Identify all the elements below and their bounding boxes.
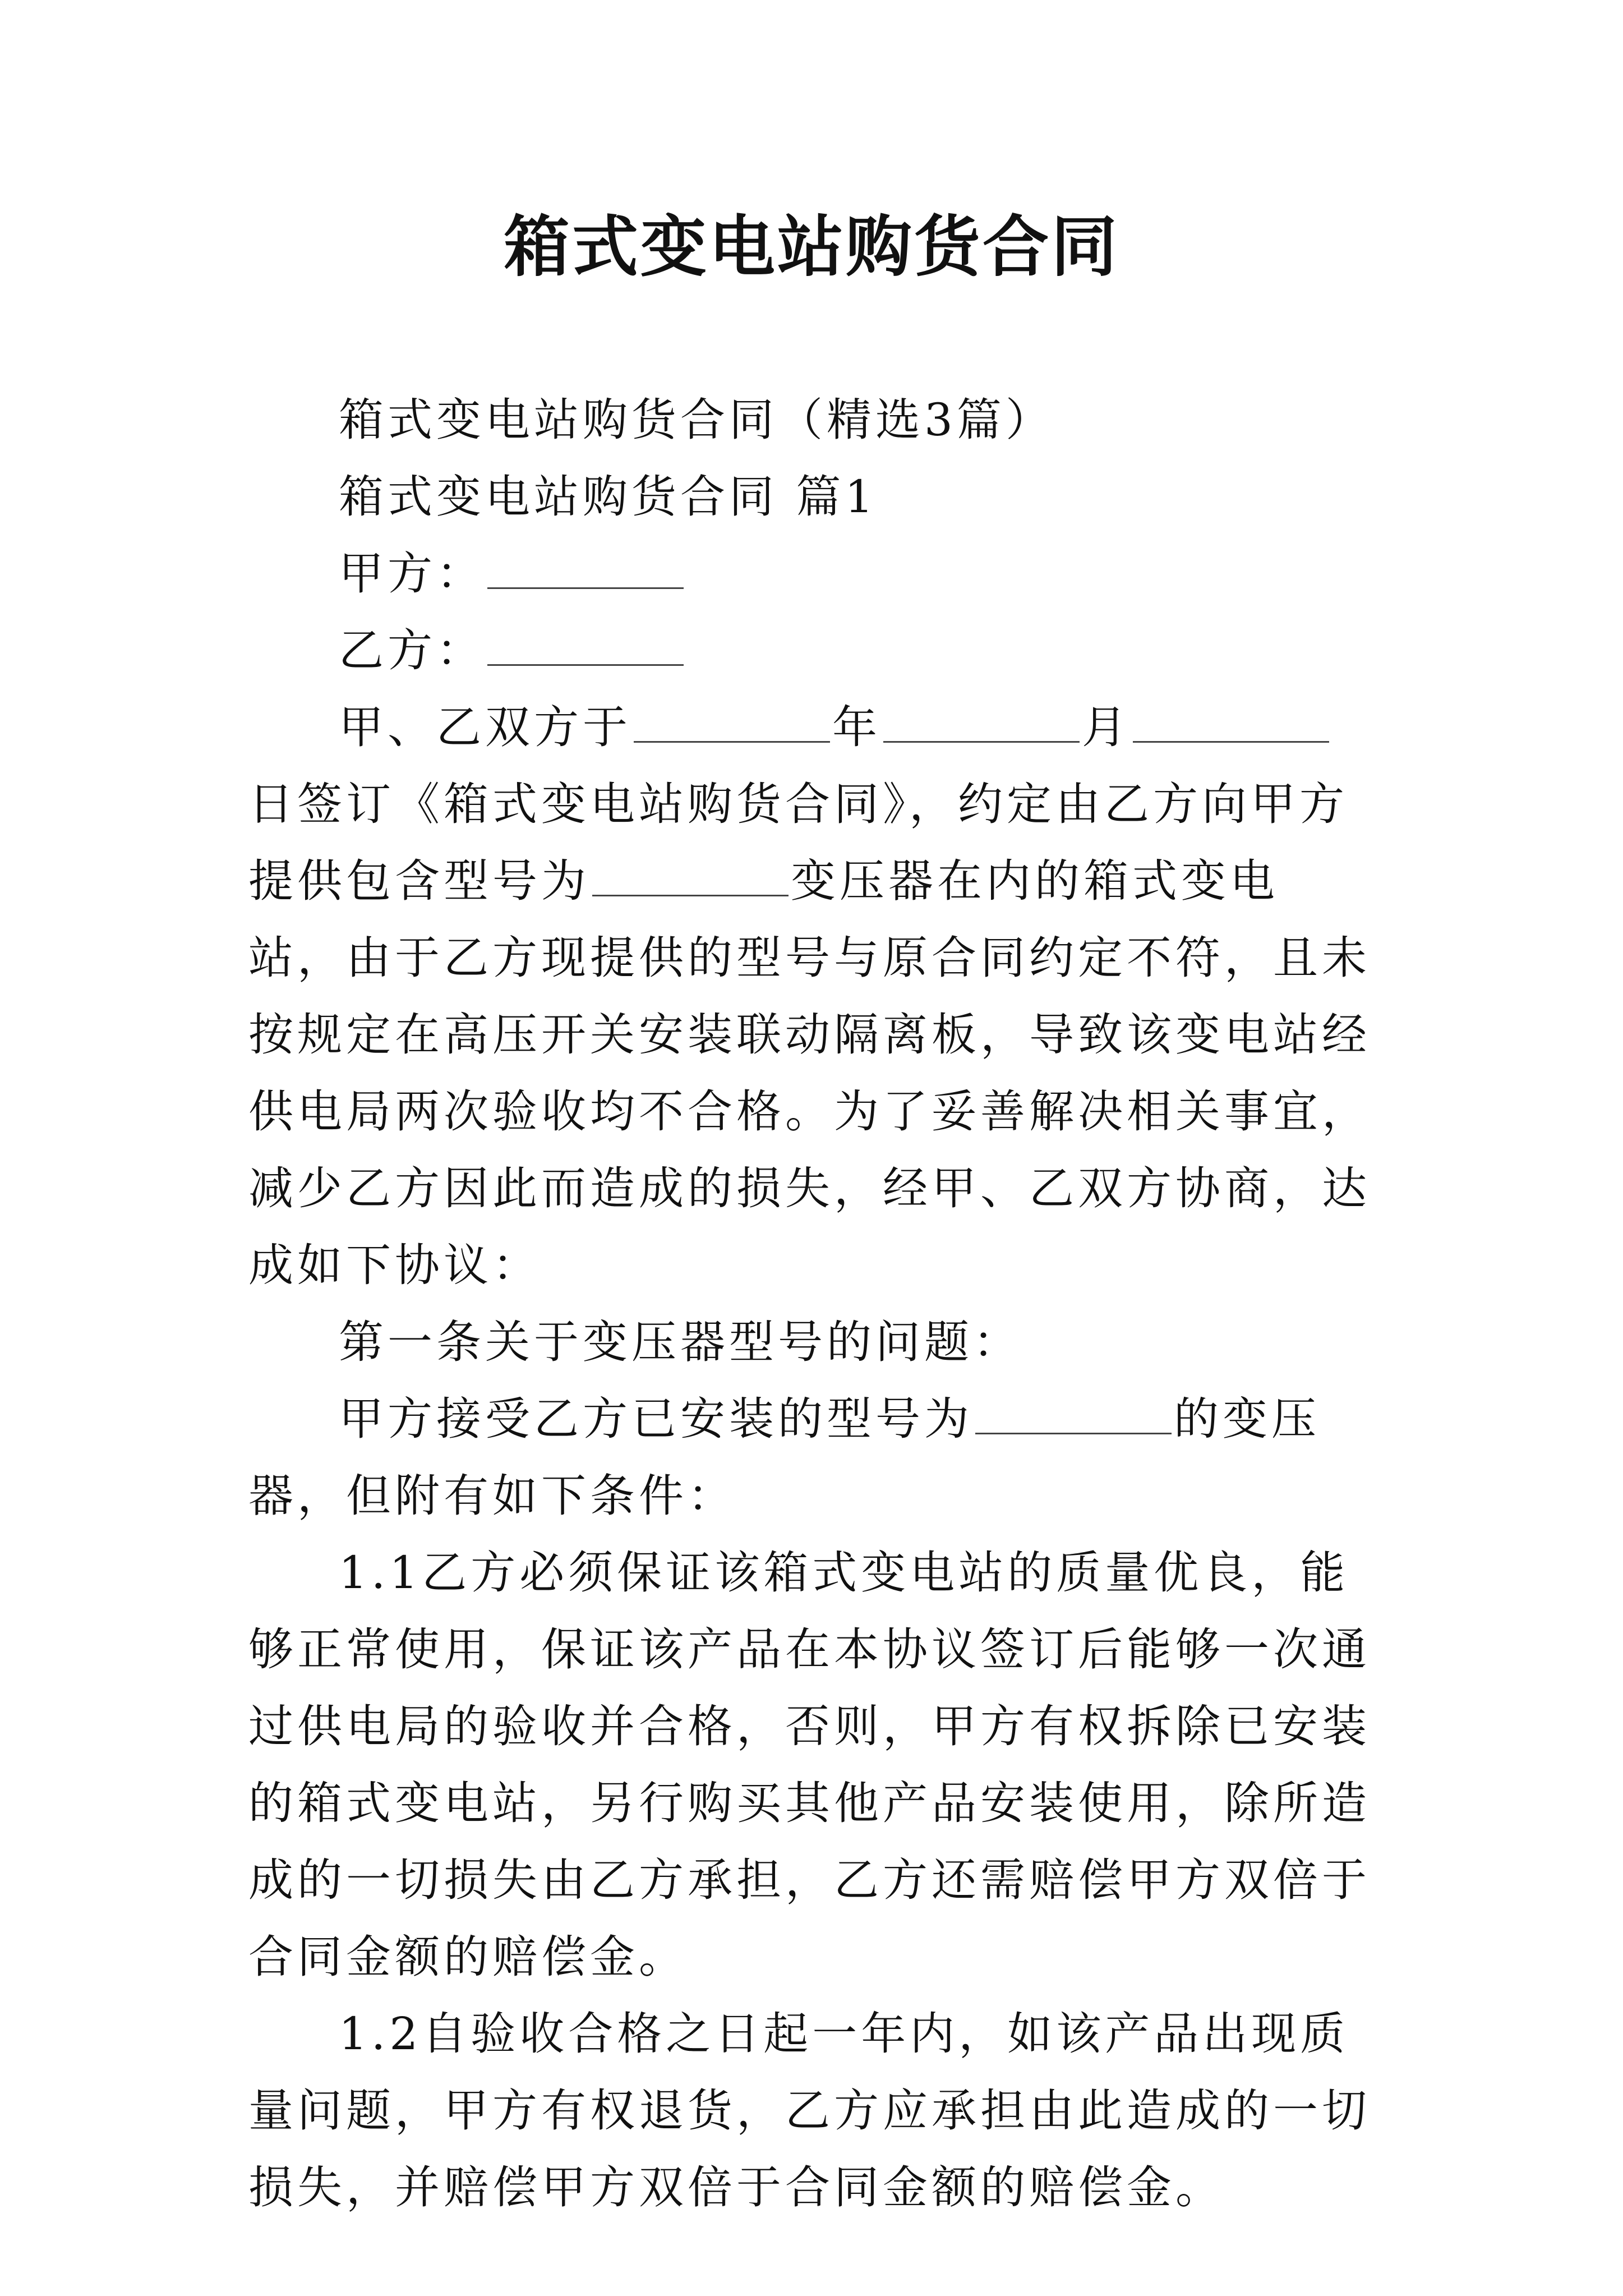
paragraph-acceptance [248, 1381, 1376, 1534]
party-b-label: 乙方： [339, 624, 485, 677]
blank-line [883, 701, 1080, 743]
blank-line [975, 1392, 1172, 1434]
clause-1-2: 1.2自验收合格之日起一年内，如该产品出现质量问题，甲方有权退货，乙方应承担由此造成的一切损失，并赔偿甲方双倍于合同金额的赔偿金。 [248, 2008, 1371, 2214]
text-run: 甲、乙双方于 [339, 701, 631, 753]
blank-line [487, 624, 684, 666]
blank-line [634, 701, 830, 743]
text-run: 年 [832, 701, 881, 753]
text-run: 甲方接受乙方已安装的型号为 [339, 1393, 973, 1445]
blank-line [1133, 701, 1329, 743]
text-run: 日签订《箱式变电站购货合同》，约定由乙方向甲方提供包含型号为 [248, 778, 1348, 907]
blank-line [487, 547, 684, 589]
party-a-line [248, 535, 1376, 612]
document-title: 箱式变电站购货合同 [503, 208, 1119, 286]
text-run: 变压器在内的箱式变电站，由于乙方现提供的型号与原合同约定不符，且未按规定在高压开关安装联动隔离板，导致该变电站经供电局两次验收均不合格。为了妥善解决相关事宜，减少乙方因此而造成的损失，经甲、乙双方协商，达成如下协议： [248, 855, 1371, 1291]
paragraph-intro [248, 689, 1376, 1304]
article-heading: 第一条关于变压器型号的问题： [339, 1316, 1022, 1368]
text-run: 的变压器，但附有如下条件： [248, 1393, 1320, 1522]
subtitle: 箱式变电站购货合同（精选3篇） [339, 394, 1054, 446]
party-b-line [248, 612, 1376, 689]
text-run: 月 [1082, 701, 1131, 753]
blank-line [592, 854, 789, 896]
section-heading: 箱式变电站购货合同 篇1 [339, 471, 878, 523]
party-a-label: 甲方： [339, 547, 485, 600]
clause-1-1: 1.1乙方必须保证该箱式变电站的质量优良，能够正常使用，保证该产品在本协议签订后能够一次通过供电局的验收并合格，否则，甲方有权拆除已安装的箱式变电站，另行购买其他产品安装使用，除所造成的一切损失由乙方承担，乙方还需赔偿甲方双倍于合同金额的赔偿金。 [248, 1547, 1371, 1983]
document-body [248, 381, 1376, 2226]
